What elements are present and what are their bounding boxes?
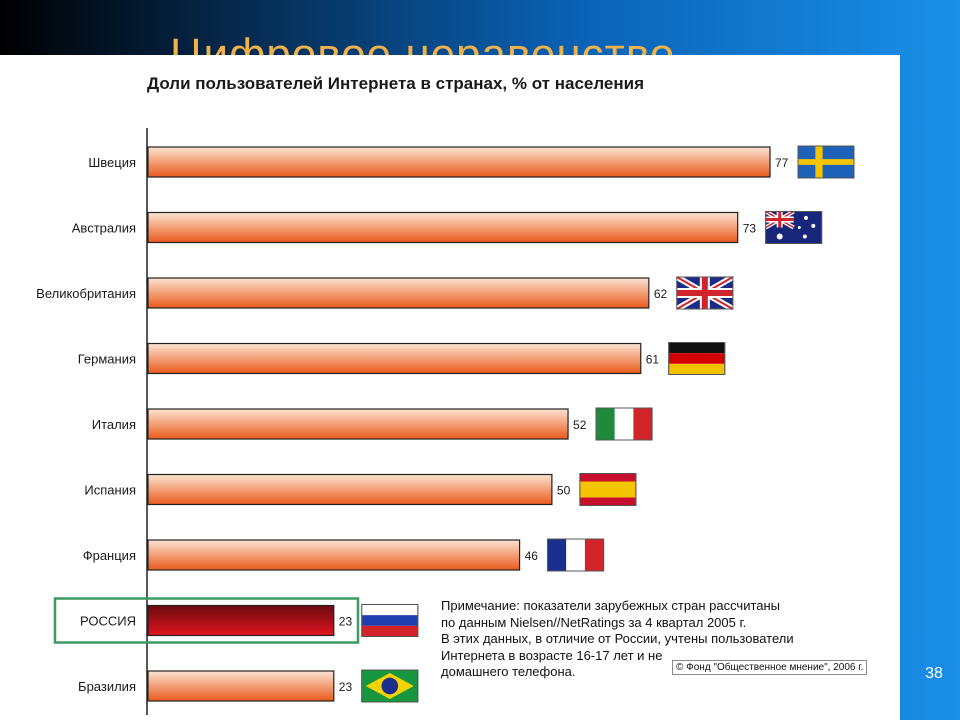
value-label: 52: [573, 418, 587, 432]
category-label: Испания: [84, 482, 136, 498]
australia-flag: [766, 212, 822, 244]
note-line: Примечание: показатели зарубежных стран рассчитаны: [441, 598, 781, 613]
category-label: Италия: [91, 417, 136, 432]
bar: [148, 147, 770, 177]
brazil-flag: [362, 670, 418, 702]
value-label: 23: [338, 680, 353, 694]
note-line: В этих данных, в отличие от России, учтены пользователи: [441, 631, 794, 646]
chart-title: Доли пользователей Интернета в странах, % от населения: [147, 74, 645, 93]
bar: [148, 213, 738, 243]
italy-flag: [596, 408, 652, 440]
category-label: Франция: [82, 548, 136, 563]
note-line: по данным Nielsen//NetRatings за 4 квартал 2005 г.: [441, 614, 747, 630]
category-label: РОССИЯ: [79, 613, 136, 629]
bar: [148, 475, 552, 505]
sweden-flag: [798, 146, 854, 178]
bar: [148, 671, 334, 701]
source-credit: © Фонд "Общественное мнение", 2006 г.: [672, 660, 867, 675]
category-label: Австралия: [71, 220, 136, 236]
bar: [148, 409, 568, 439]
value-label: 77: [775, 156, 789, 170]
value-label: 61: [645, 352, 660, 367]
france-flag: [548, 539, 604, 571]
value-label: 46: [524, 549, 538, 563]
uk-flag: [677, 277, 733, 309]
bar: [148, 606, 334, 636]
category-label: Германия: [77, 351, 136, 367]
bar: [148, 278, 649, 308]
value-label: 23: [338, 614, 353, 629]
bar: [148, 344, 641, 374]
category-label: Бразилия: [78, 679, 136, 694]
spain-flag: [580, 474, 636, 506]
bar: [148, 540, 520, 570]
value-label: 62: [653, 287, 668, 301]
page-number: 38: [925, 665, 943, 682]
value-label: 73: [742, 221, 757, 236]
category-label: Великобритания: [36, 286, 136, 301]
russia-flag: [362, 605, 418, 637]
value-label: 50: [556, 483, 571, 498]
category-label: Швеция: [88, 155, 136, 170]
germany-flag: [669, 343, 725, 375]
note-line: Интернета в возрасте 16-17 лет и не: [441, 647, 663, 663]
note-line: домашнего телефона.: [441, 664, 576, 679]
